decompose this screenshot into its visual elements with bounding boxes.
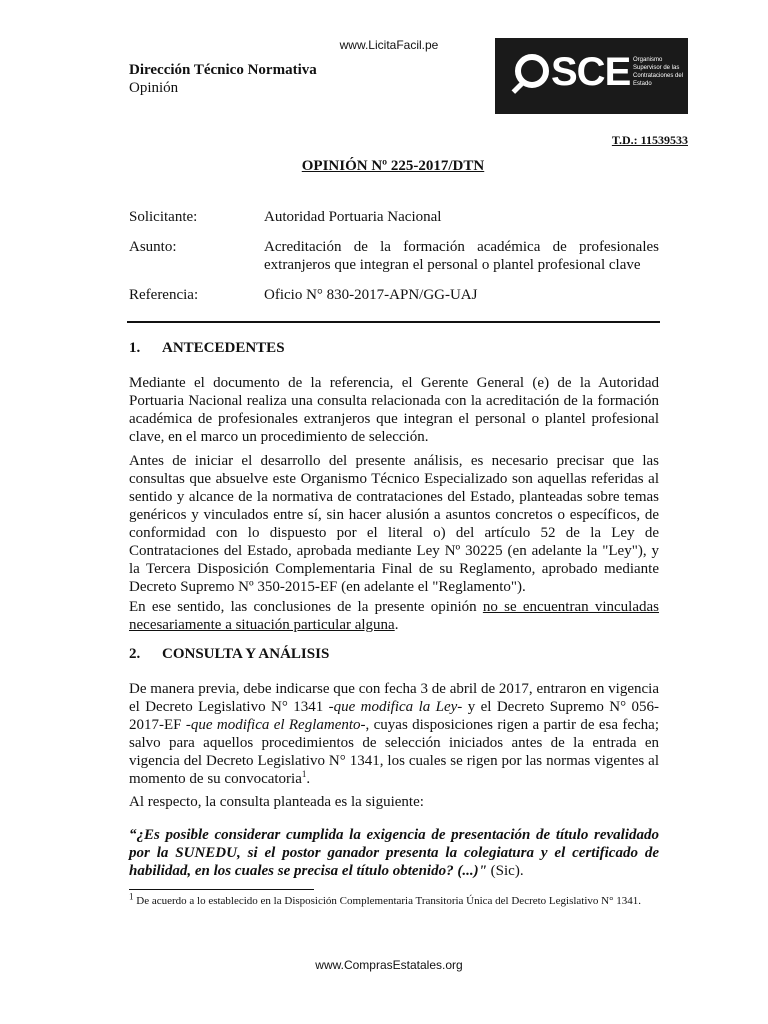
section-heading-antecedentes [129, 340, 285, 357]
department-name: Dirección Técnico Normativa [129, 62, 317, 78]
referencia-value: Oficio N° 830-2017-APN/GG-UAJ [264, 287, 478, 303]
antecedentes-paragraph-2: Antes de iniciar el desarrollo del presente análisis, es necesario precisar que las consultas que absuelve este Organismo Técnico Especializado son aquellas referidas al sentido y alcance de la normativa de contrataciones del Estado, planteadas sobre temas genéricos y vinculados entre sí, sin hacer alusión a asuntos concretos o específicos, de conformidad con lo dispuesto por el literal o) del artículo 52 de la Ley de Contrataciones del Estado, aprobada mediante Ley Nº 30225 (en adelante la "Ley"), y la Tercera Disposición Complementaria Final de su Reglamento, aprobado mediante Decreto Supremo Nº 350-2015-EF (en adelante el "Reglamento"). [129, 453, 659, 595]
consulta-paragraph-2: Al respecto, la consulta planteada es la siguiente: [129, 794, 424, 810]
footnote-divider [129, 889, 314, 890]
quote-text: “¿Es posible considerar cumplida la exigencia de presentación de título revalidado por la SUNEDU, si el postor ganador presenta la colegiatura y el certificado de habilidad, en los cuales se precisa el título obtenido? (...)" [129, 827, 659, 879]
antecedentes-paragraph-3: En ese sentido, las conclusiones de la presente opinión no se encuentran vinculadas necesariamente a situación particular alguna. [129, 599, 659, 633]
solicitante-label: Solicitante: [129, 209, 198, 225]
opinion-title: OPINIÓN Nº 225-2017/DTN [301, 158, 485, 174]
header-divider [127, 321, 660, 323]
bottom-url[interactable]: www.ComprasEstatales.org [315, 958, 463, 972]
footnote [129, 891, 659, 908]
section-heading-consulta [129, 646, 329, 663]
section-number: 2. [129, 646, 141, 662]
document-type: Opinión [129, 80, 179, 96]
consulta-quote: “¿Es posible considerar cumplida la exigencia de presentación de título revalidado por la SUNEDU, si el postor ganador presenta la colegiatura y el certificado de habilidad, en los cuales se precisa el título obtenido? (...)" (Sic). [129, 827, 659, 879]
footnote-reference[interactable]: 1 [301, 769, 307, 779]
antecedentes-paragraph-1: Mediante el documento de la referencia, el Gerente General (e) de la Autoridad Portuaria Nacional realiza una consulta relacionada con la acreditación de la formación académica de profesionales extranjeros que integran el personal o plantel profesional clave, en el marco un procedimiento de selección. [129, 375, 659, 445]
logo-letters: SCE [551, 50, 631, 94]
section-title: CONSULTA Y ANÁLISIS [162, 646, 330, 662]
td-number: T.D.: 11539533 [611, 133, 688, 147]
section-title: ANTECEDENTES [162, 340, 285, 356]
osce-logo [495, 38, 688, 114]
asunto-label: Asunto: [129, 239, 177, 255]
top-url[interactable]: www.LicitaFacil.pe [339, 38, 439, 52]
solicitante-value: Autoridad Portuaria Nacional [264, 209, 442, 225]
underlined-text: no se encuentran vinculadas necesariamente a situación particular alguna [129, 599, 659, 633]
logo-tagline: Organismo Supervisor de las Contrataciones del Estado [633, 57, 684, 87]
footnote-text: De acuerdo a lo establecido en la Disposición Complementaria Transitoria Única del Decreto Legislativo N° 1341. [133, 895, 642, 907]
consulta-paragraph-1: De manera previa, debe indicarse que con fecha 3 de abril de 2017, entraron en vigencia el Decreto Legislativo N° 1341 -que modifica la Ley- y el Decreto Supremo N° 056-2017-EF -que modifica el Reglamento-, cuyas disposiciones rigen a partir de esa fecha; salvo para aquellos procedimientos de selección iniciados antes de la entrada en vigencia del Decreto Legislativo N° 1341, los cuales se rigen por las normas vigentes al momento de su convocatoria$^1$. [129, 681, 659, 787]
referencia-label: Referencia: [129, 287, 199, 303]
asunto-value: Acreditación de la formación académica de profesionales extranjeros que integran el personal o plantel profesional clave [264, 239, 659, 273]
footnote-mark: 1 [129, 891, 134, 902]
department-block [129, 61, 317, 97]
section-number: 1. [129, 340, 141, 356]
